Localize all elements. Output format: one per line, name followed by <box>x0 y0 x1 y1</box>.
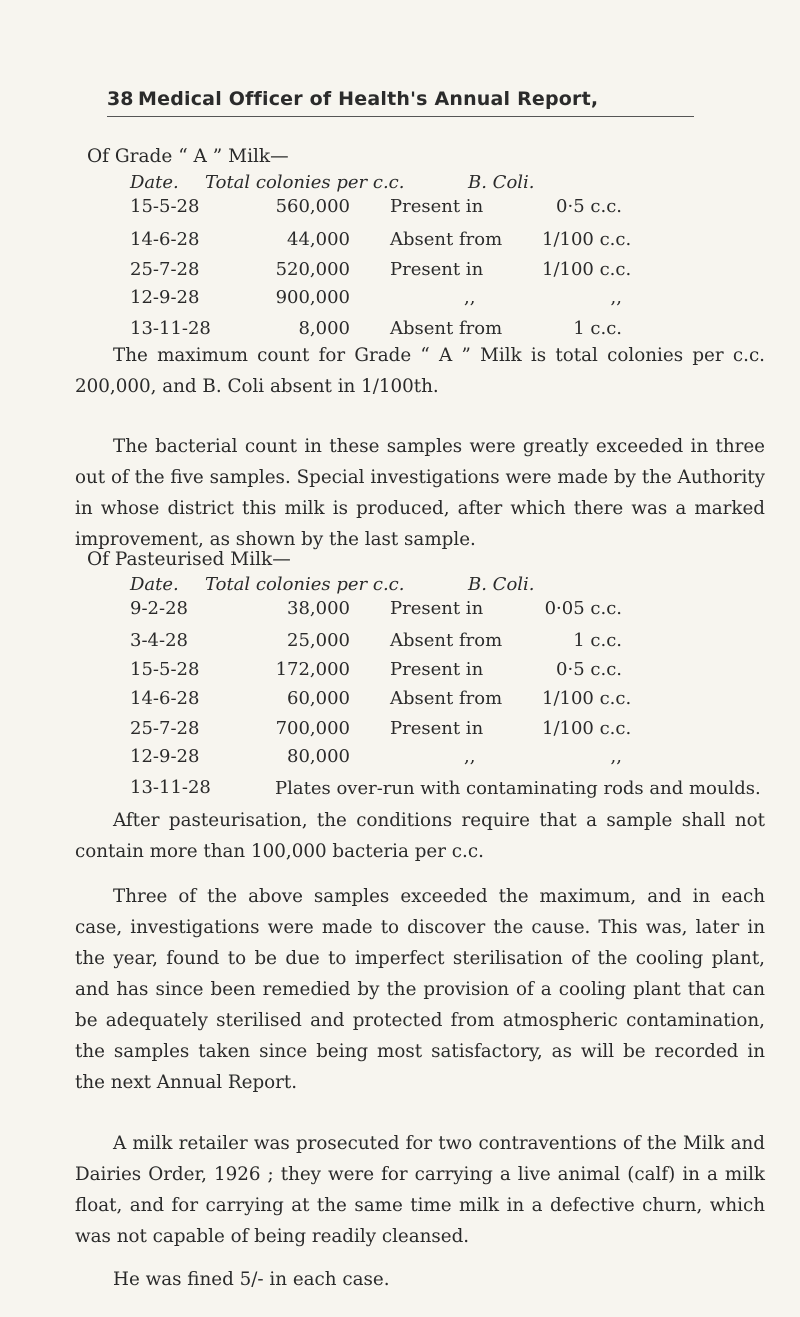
row-date: 15-5-28 <box>130 659 200 680</box>
table-header-row <box>130 574 770 598</box>
row-count: 38,000 <box>287 598 350 619</box>
coli-amount: 0·5 c.c. <box>556 196 622 217</box>
row-count: 80,000 <box>287 746 350 767</box>
row-coli <box>390 287 622 308</box>
row-coli <box>390 746 622 767</box>
page-number: 38 <box>107 88 134 110</box>
coli-label: Present in <box>390 718 484 739</box>
coli-amount: 0·5 c.c. <box>556 659 622 680</box>
table-row <box>130 688 770 712</box>
coli-amount: 1/100 c.c. <box>542 718 632 739</box>
pasteurised-heading: Of Pasteurised Milk— <box>87 549 291 570</box>
table-row <box>130 718 770 742</box>
table-row <box>130 598 770 622</box>
coli-label: Present in <box>390 196 484 217</box>
column-header-coli: B. Coli. <box>468 172 535 193</box>
coli-amount: 1/100 c.c. <box>542 259 632 280</box>
coli-label: Absent from <box>390 229 503 250</box>
row-count: 520,000 <box>275 259 350 280</box>
row-count: 8,000 <box>298 318 350 339</box>
coli-label: Present in <box>390 659 484 680</box>
running-title: Medical Officer of Health's Annual Report, <box>138 88 599 110</box>
row-count: 700,000 <box>275 718 350 739</box>
column-header-date: Date. <box>130 172 179 193</box>
row-count: 60,000 <box>287 688 350 709</box>
paragraph: After pasteurisation, the conditions require that a sample shall not contain more than 100,000 bacteria per c.c. <box>75 810 765 862</box>
table-row <box>130 196 770 220</box>
row-count: 560,000 <box>275 196 350 217</box>
column-header-count: Total colonies per c.c. <box>205 172 405 193</box>
coli-label: Present in <box>390 259 484 280</box>
coli-label: Absent from <box>390 318 503 339</box>
grade-a-heading: Of Grade “ A ” Milk— <box>87 146 289 167</box>
coli-amount: 1 c.c. <box>573 630 622 651</box>
coli-amount: 0·05 c.c. <box>544 598 622 619</box>
coli-label: Absent from <box>390 688 503 709</box>
table-row <box>130 746 770 770</box>
table-row <box>130 287 770 311</box>
row-coli <box>390 196 622 217</box>
row-date: 25-7-28 <box>130 259 200 280</box>
column-header-count: Total colonies per c.c. <box>205 574 405 595</box>
row-count: 172,000 <box>275 659 350 680</box>
coli-amount: 1/100 c.c. <box>542 688 632 709</box>
row-date: 14-6-28 <box>130 229 200 250</box>
row-date: 12-9-28 <box>130 287 200 308</box>
row-coli <box>390 259 632 280</box>
table-row <box>130 259 770 283</box>
row-date: 15-5-28 <box>130 196 200 217</box>
ditto-mark: ,, <box>464 287 476 308</box>
coli-label: Present in <box>390 598 484 619</box>
table-row <box>130 630 770 654</box>
row-count: 25,000 <box>287 630 350 651</box>
table-row <box>130 318 770 342</box>
row-date: 14-6-28 <box>130 688 200 709</box>
row-date: 3-4-28 <box>130 630 188 651</box>
row-coli <box>390 659 622 680</box>
ditto-mark: ,, <box>610 287 622 308</box>
table-header-row <box>130 172 770 196</box>
table-row <box>130 229 770 253</box>
coli-amount: 1/100 c.c. <box>542 229 632 250</box>
paragraph: Three of the above samples exceeded the maximum, and in each case, investigations were made to discover the cause. This was, later in the year, found to be due to imperfect sterilisation of the cooling plant, and has since been remedied by the provision of a cooling plant that can be adequately sterilised and protected from atmospheric contamination, the samples taken since being most satisfactory, as will be recorded in the next Annual Report. <box>75 886 765 1093</box>
paragraph: The bacterial count in these samples were greatly exceeded in three out of the five samples. Special investigations were made by the Authority in whose district this milk is produced, after which there was a marked improvement, as shown by the last sample. <box>75 436 765 550</box>
coli-amount: 1 c.c. <box>573 318 622 339</box>
coli-label: Absent from <box>390 630 503 651</box>
paragraph: A milk retailer was prosecuted for two contraventions of the Milk and Dairies Order, 1926 ; they were for carrying a live animal (calf) in a milk float, and for carrying at the same time milk in a defective churn, which was not capable of being readily cleansed. <box>75 1133 765 1247</box>
row-date: 12-9-28 <box>130 746 200 767</box>
paragraph: The maximum count for Grade “ A ” Milk is total colonies per c.c. 200,000, and B. Coli absent in 1/100th. <box>75 345 765 397</box>
row-note: Plates over-run with contaminating rods and moulds. <box>275 778 761 799</box>
row-coli <box>390 229 632 250</box>
ditto-mark: ,, <box>610 746 622 767</box>
header-rule <box>107 116 694 117</box>
column-header-coli: B. Coli. <box>468 574 535 595</box>
row-count: 900,000 <box>275 287 350 308</box>
ditto-mark: ,, <box>464 746 476 767</box>
column-header-date: Date. <box>130 574 179 595</box>
row-coli <box>390 688 632 709</box>
row-coli <box>390 630 622 651</box>
row-coli <box>390 318 622 339</box>
paragraph: He was fined 5/- in each case. <box>113 1269 390 1290</box>
row-count: 44,000 <box>287 229 350 250</box>
row-date: 13-11-28 <box>130 777 211 798</box>
row-date: 25-7-28 <box>130 718 200 739</box>
row-coli <box>390 598 622 619</box>
row-date: 9-2-28 <box>130 598 188 619</box>
row-date: 13-11-28 <box>130 318 211 339</box>
row-coli <box>390 718 632 739</box>
table-row <box>130 659 770 683</box>
